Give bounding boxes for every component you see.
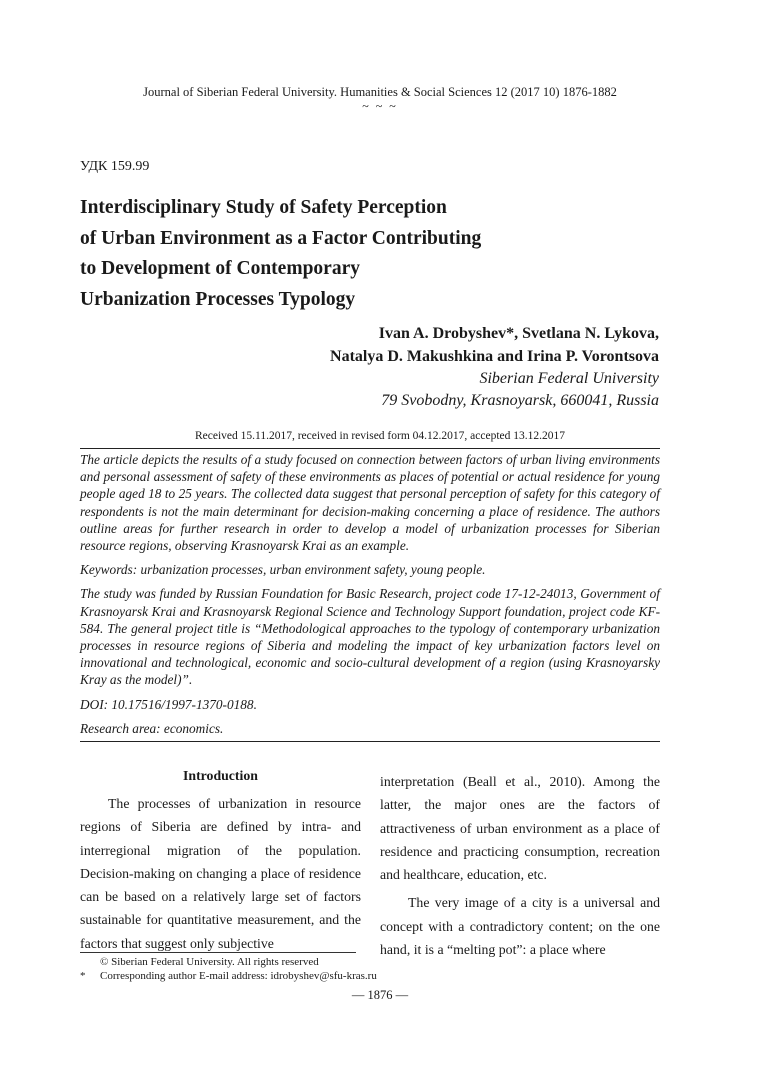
body-left-column xyxy=(80,765,361,955)
header-separator: ~ ~ ~ xyxy=(362,99,398,113)
copyright-text: © Siberian Federal University. All rights reserved xyxy=(100,956,319,968)
footnote-copyright xyxy=(80,955,319,969)
affiliation-address: 79 Svobodny, Krasnoyarsk, 660041, Russia xyxy=(381,392,659,409)
title-line: Urbanization Processes Typology xyxy=(80,288,356,310)
abstract-text: The article depicts the results of a study focused on connection between factors of urban living environments and personal assessment of safety of these environments as places of potential or actual residence for young people aged 18 to 25 years. The collected data suggest that personal perception of safety for this category of respondents is not the main determinant for decision-making concerning a place of residence. The authors outline areas for further research in order to develop a model of urbanization processes for Siberian resource regions, observing Krasnoyarsk Krai as an example. xyxy=(80,452,660,554)
journal-header: Journal of Siberian Federal University. Humanities & Social Sciences 12 (2017 10) 1876-1882 xyxy=(143,85,617,99)
author-list xyxy=(330,322,659,368)
body-right-column xyxy=(380,770,660,961)
authors-line: Natalya D. Makushkina and Irina P. Vorontsova xyxy=(330,348,659,365)
title-line: of Urban Environment as a Factor Contributing xyxy=(80,227,482,249)
affiliation-university: Siberian Federal University xyxy=(479,370,659,387)
affiliation xyxy=(381,368,659,412)
footnote-corresponding xyxy=(80,969,377,983)
abstract-block xyxy=(80,451,660,744)
abstract-top-divider xyxy=(80,448,660,449)
body-paragraph: The processes of urbanization in resource regions of Siberia are defined by intra- and interregional migration of the population. Decision-making on changing a place of residence can be based on a relatively large set of factors sustainable for quantitative measurement, and the factors that suggest only subjective xyxy=(80,796,361,951)
title-line: Interdisciplinary Study of Safety Perception xyxy=(80,197,447,218)
research-area: Research area: economics. xyxy=(80,720,224,736)
udk-code: УДК 159.99 xyxy=(80,159,150,174)
funding-note: The study was funded by Russian Foundation for Basic Research, project code 17-12-24013, Government of Krasnoyarsk Krai and Krasnoyarsk Regional Science and Technology Support foundation, project code KF-584. The general project title is “Methodological approaches to the typology of contemporary urbanization processes in resource regions of Siberia and modeling the impact of key urbanization factors level on innovational and technological, economic and socio-cultural development of a region (using Krasnoyarsky Kray as the model)”. xyxy=(80,586,660,688)
article-title xyxy=(80,193,640,315)
abstract-bottom-divider xyxy=(80,741,660,742)
authors-line: Ivan A. Drobyshev*, Svetlana N. Lykova, xyxy=(378,325,659,342)
footnote-divider xyxy=(80,952,356,953)
body-paragraph: The very image of a city is a universal and concept with a contradictory content; on the one hand, it is a “melting pot”: a place where xyxy=(380,895,660,958)
title-line: to Development of Contemporary xyxy=(80,258,360,279)
received-dates: Received 15.11.2017, received in revised form 04.12.2017, accepted 13.12.2017 xyxy=(194,430,566,442)
keywords: Keywords: urbanization processes, urban environment safety, young people. xyxy=(80,562,486,578)
page-number: — 1876 — xyxy=(351,988,409,1002)
footnote-asterisk: * xyxy=(80,970,86,982)
corresponding-email: Corresponding author E-mail address: idrobyshev@sfu-kras.ru xyxy=(100,970,377,982)
section-heading: Introduction xyxy=(183,768,258,783)
body-paragraph: interpretation (Beall et al., 2010). Among the latter, the major ones are the factors of attractiveness of urban environment as a place of residence and practicing consumption, recreation and healthcare, education, etc. xyxy=(380,774,660,883)
doi: DOI: 10.17516/1997-1370-0188. xyxy=(80,696,257,712)
